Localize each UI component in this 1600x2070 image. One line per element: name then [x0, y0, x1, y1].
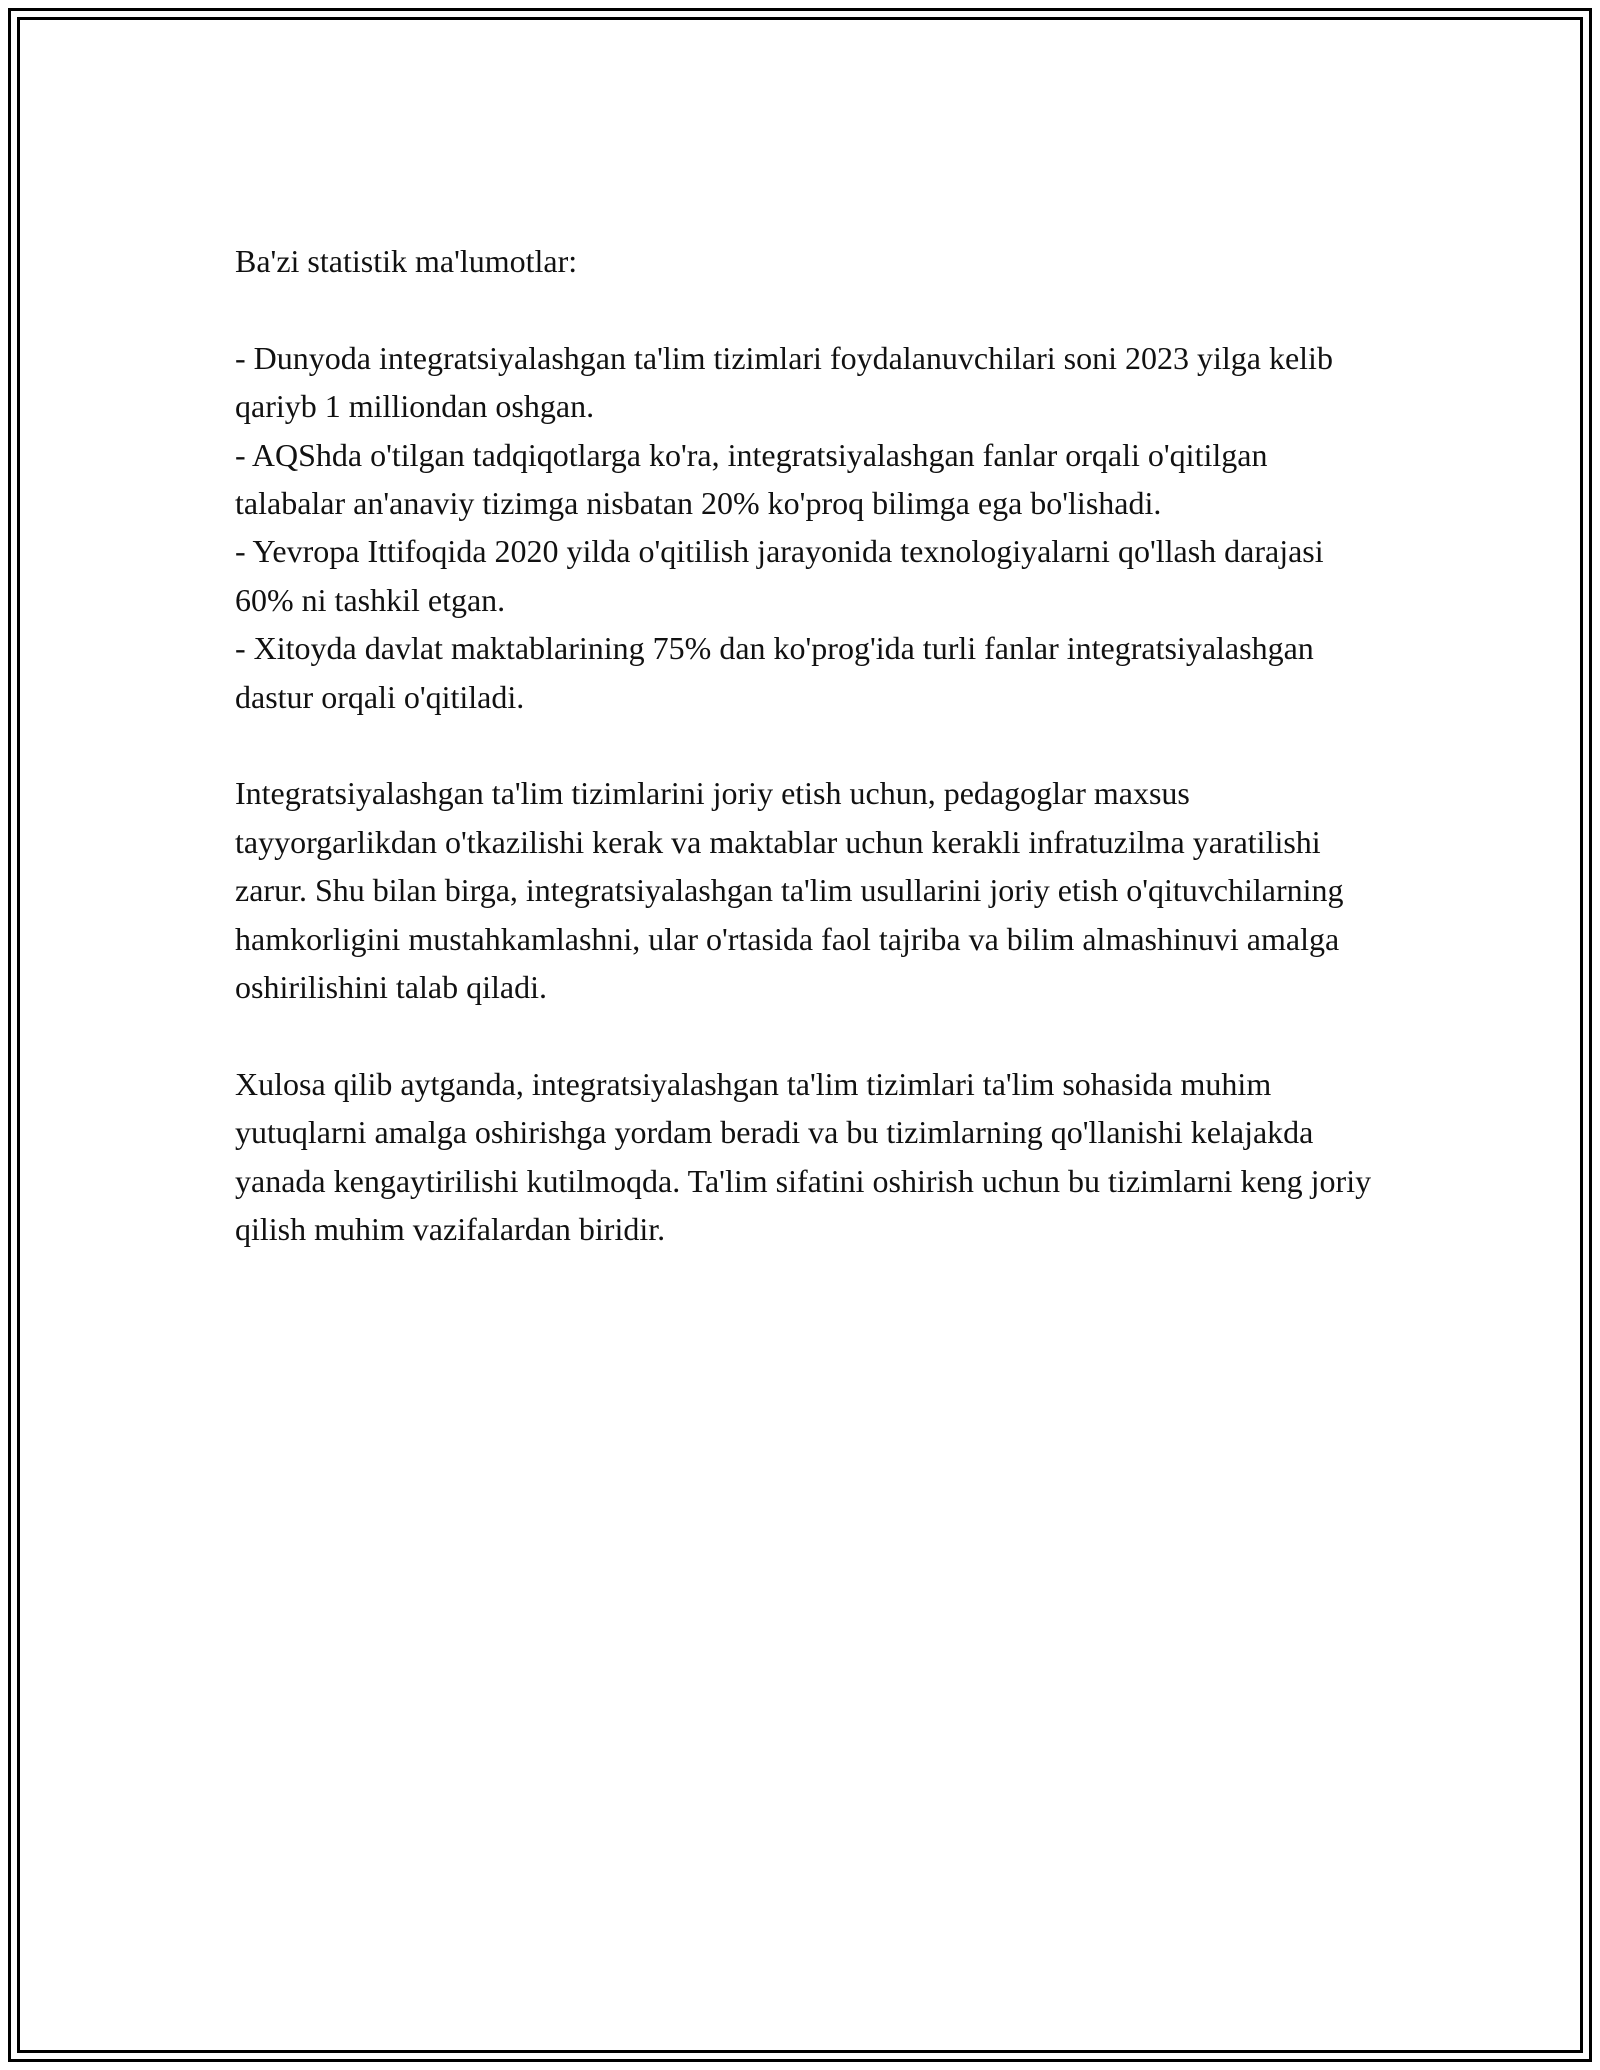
- document-body: [235, 237, 1385, 1302]
- statistics-list: [235, 334, 1385, 721]
- statistic-item-china-schools: - Xitoyda davlat maktablarining 75% dan ko'prog'ida turli fanlar integratsiyalashgan dastur orqali o'qitiladi.: [235, 630, 1314, 715]
- statistics-heading: Ba'zi statistik ma'lumotlar:: [235, 243, 578, 279]
- conclusion-paragraph: Xulosa qilib aytganda, integratsiyalashgan ta'lim tizimlari ta'lim sohasida muhim yutuqlarni amalga oshirishga yordam beradi va bu tizimlarning qo'llanishi kelajakda yanada kengaytirilishi kutilmoqda. Ta'lim sifatini oshirish uchun bu tizimlarni keng joriy qilish muhim vazifalardan biridir.: [235, 1065, 1372, 1248]
- statistic-item-users: - Dunyoda integratsiyalashgan ta'lim tizimlari foydalanuvchilari soni 2023 yilga kelib qariyb 1 milliondan oshgan.: [235, 339, 1333, 425]
- statistic-item-eu-technology: - Yevropa Ittifoqida 2020 yilda o'qitilish jarayonida texnologiyalarni qo'llash darajasi 60% ni tashkil etgan.: [235, 533, 1324, 618]
- implementation-paragraph: Integratsiyalashgan ta'lim tizimlarini joriy etish uchun, pedagoglar maxsus tayyorgarlikdan o'tkazilishi kerak va maktablar uchun kerakli infratuzilma yaratilishi zarur. Shu bilan birga, integratsiyalashgan ta'lim usullarini joriy etish o'qituvchilarning hamkorligini mustahkamlashni, ular o'rtasida faol tajriba va bilim almashinuvi amalga oshirilishini talab qiladi.: [235, 775, 1344, 1006]
- statistic-item-usa-study: - AQShda o'tilgan tadqiqotlarga ko'ra, integratsiyalashgan fanlar orqali o'qitilgan talabalar an'anaviy tizimga nisbatan 20% ko'proq bilimga ega bo'lishadi.: [235, 436, 1268, 522]
